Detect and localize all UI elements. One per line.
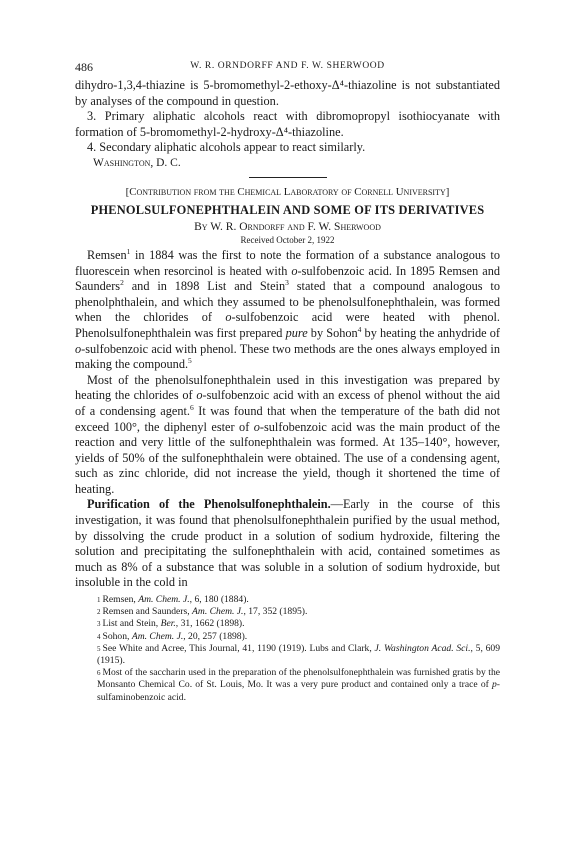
section-heading: Purification of the Phenolsulfonephthalein.: [87, 497, 331, 512]
received-date: Received October 2, 1922: [240, 234, 335, 245]
footnote-1: $^1$ Remsen, Am. Chem. J., 6, 180 (1884).: [97, 594, 249, 606]
article-title: PHENOLSULFONEPHTHALEIN AND SOME OF ITS DERIVATIVES: [90, 202, 485, 217]
page-number: 486: [75, 60, 93, 74]
footnote-6: $^6$ Most of the saccharin used in the preparation of the phenolsulfonephthalein was furnished gratis by the Monsanto Chemical Co. of St. Louis, Mo. It was a very pure product and contained only a trace of p-sulfaminobenzoic acid.: [97, 667, 500, 703]
footnotes: [75, 594, 500, 704]
contribution-line: [Contribution from the Chemical Laboratory of Cornell University]: [125, 185, 450, 198]
prev-article-text: dihydro-1,3,4-thiazine is 5-bromomethyl-2-ethoxy-Δ⁴-thiazoline is not substantiated by analyses of the compound in question.: [75, 78, 500, 108]
page-header: [75, 60, 500, 78]
paragraph-3: Purification of the Phenolsulfonephthalein.—Early in the course of this investigation, it was found that phenolsulfonephthalein purified by the usual method, by dissolving the crude product in a solution of sodium hydroxide, filtering the solution and precipitating the sulfonephthalein with acid, contained sometimes as much as 8% of a substance that was soluble in a solution of sodium hydroxide, but insoluble in the cold in: [75, 497, 500, 590]
footnote-2: $^2$ Remsen and Saunders, Am. Chem. J., 17, 352 (1895).: [97, 606, 308, 618]
footnote-4: $^4$ Sohon, Am. Chem. J., 20, 257 (1898).: [97, 630, 248, 642]
prev-article-item-3: 3. Primary aliphatic alcohols react with dibromopropyl isothiocyanate with formation of 5-bromomethyl-2-hydroxy-Δ⁴-thiazoline.: [75, 109, 500, 139]
article-byline: By W. R. Orndorff and F. W. Sherwood: [194, 220, 381, 233]
running-title: W. R. ORNDORFF AND F. W. SHERWOOD: [190, 61, 385, 71]
prev-article-item-4: 4. Secondary aliphatic alcohols appear to react similarly.: [87, 140, 366, 155]
journal-page: [75, 60, 500, 704]
prev-article-location: Washington, D. C.: [93, 156, 181, 169]
footnote-3: $^3$ List and Stein, Ber., 31, 1662 (1898).: [97, 618, 245, 630]
footnote-5: $^5$ See White and Acree, This Journal, 41, 1190 (1919). Lubs and Clark, J. Washington Acad. Sci., 5, 609 (1915).: [97, 642, 501, 667]
paragraph-1: Remsen$^1$ in 1884 was the first to note the formation of a substance analogous to fluorescein when resorcinol is heated with o-sulfobenzoic acid. In 1895 Remsen and Saunders$^2$ and in 1898 List and Stein$^3$ stated that a compound analogous to phenolphthalein, and which they assumed to be phenolsulfonephthalein, was formed when the chlorides of o-sulfobenzoic acid were heated with phenol. Phenolsulfonephthalein was first prepared pure by Sohon$^4$ by heating the anhydride of o-sulfobenzoic acid with phenol. These two methods are the ones always employed in making the compound.$^5$: [75, 246, 501, 372]
section-divider: [249, 177, 327, 178]
paragraph-2: Most of the phenolsulfonephthalein used in this investigation was prepared by heating the chlorides of o-sulfobenzoic acid with an excess of phenol without the aid of a condensing agent.$^6$ It was found that when the temperature of the bath did not exceed 100°, the diphenyl ester of o-sulfobenzoic acid was the main product of the reaction and very little of the sulfonephthalein was formed. At 135–140°, however, yields of 50% of the sulfonephthalein were obtained. The use of a condensing agent, such as zinc chloride, did not increase the yield, though it shortened the time of heating.: [75, 372, 500, 496]
